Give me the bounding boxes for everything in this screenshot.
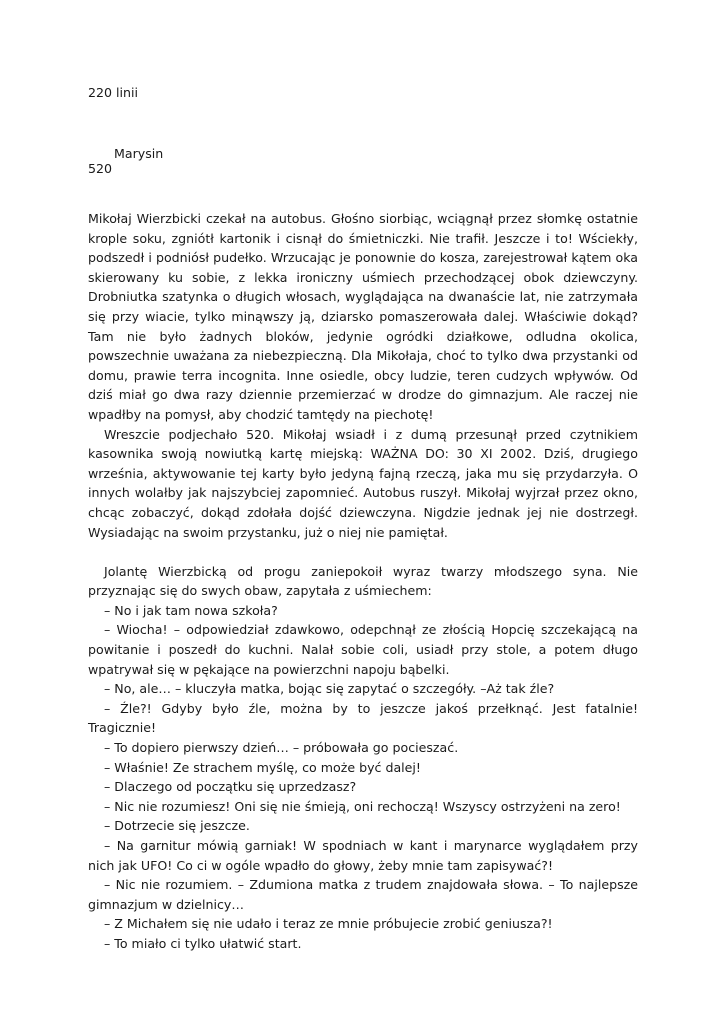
story-text (88, 209, 638, 954)
dialogue-line: – Nic nie rozumiesz! Oni się nie śmieją, oni rechoczą! Wszyscy ostrzyżeni na zero! (104, 798, 621, 814)
dialogue-line: – Właśnie! Ze strachem myślę, co może być dalej! (104, 759, 421, 775)
dialogue-line: – No i jak tam nowa szkoła? (104, 602, 278, 618)
dialogue-line: – Dlaczego od początku się uprzedzasz? (104, 779, 357, 795)
dialogue-line: – Z Michałem się nie udało i teraz ze mnie próbujecie zrobić geniusza?! (104, 916, 553, 932)
route-count-heading: 220 linii (88, 85, 139, 100)
paragraph: Wreszcie podjechało 520. Mikołaj wsiadł i z dumą przesunął przed czytnikiem kasownika swoją nowiutką kartę miejską: WAŻNA DO: 30 XI 2002. Dziś, drugiego września, aktywowanie tej karty było jedyną fajną rzeczą, jaka mu się przydarzyła. O innych wolałby jak najszybciej zapomnieć. Autobus ruszył. Mikołaj wyjrzał przez okno, chcąc zobaczyć, dokąd zdołała dojść dziewczyna. Nigdzie jednak jej nie dostrzegł. Wysiadając na swoim przystanku, już o niej nie pamiętał. (88, 426, 638, 540)
route-name: Marysin (114, 146, 164, 161)
paragraph: Mikołaj Wierzbicki czekał na autobus. Głośno siorbiąc, wciągnął przez słomkę ostatnie krople soku, zgniótł kartonik i cisnął do śmietniczki. Nie trafił. Jeszcze i to! Wściekły, podszedł i podniósł pudełko. Wrzucając je ponownie do kosza, zarejestrował kątem oka skierowany ku sobie, z lekka ironiczny uśmiech przechodzącej obok dziewczyny. Drobniutka szatynka o długich włosach, wyglądająca na dwanaście lat, nie zatrzymała się przy wiacie, tylko minąwszy ją, dziarsko pomaszerowała dalej. Właściwie dokąd? Tam nie było żadnych bloków, jedynie ogródki działkowe, odludna okolica, powszechnie uważana za niebezpieczną. Dla Mikołaja, choć to tylko dwa przystanki od domu, prawie terra incognita. Inne osiedle, obcy ludzie, teren cudzych wpływów. Od dziś miał go dwa razy dziennie przemierzać w drodze do gimnazjum. Ale raczej nie wpadłby na pomysł, aby chodzić tamtędy na piechotę! (88, 211, 638, 422)
dialogue-line: – Na garnitur mówią garniak! W spodniach w kant i marynarce wyglądałem przy nich jak UFO! Co ci w ogóle wpadło do głowy, żeby mnie tam zapisywać?! (88, 838, 638, 873)
dialogue-line: – Wiocha! – odpowiedział zdawkowo, odepchnął ze złością Hopcię szczekającą na powitanie i poszedł do kuchni. Nalał sobie coli, usiadł przy stole, a potem długo wpatrywał się w pękające na powierzchni napoju bąbelki. (88, 622, 638, 677)
dialogue-line: – No, ale… – kluczyła matka, bojąc się zapytać o szczegóły. –Aż tak źle? (104, 681, 555, 697)
dialogue-line: – Dotrzecie się jeszcze. (104, 818, 250, 834)
dialogue-line: – Nic nie rozumiem. – Zdumiona matka z trudem znajdowała słowa. – To najlepsze gimnazjum w dzielnicy… (88, 877, 638, 912)
dialogue-line: – To dopiero pierwszy dzień… – próbowała go pocieszać. (104, 740, 459, 756)
paragraph: Jolantę Wierzbicką od progu zaniepokoił wyraz twarzy młodszego syna. Nie przyznając się do swych obaw, zapytała z uśmiechem: (88, 563, 638, 599)
dialogue-line: – Źle?! Gdyby było źle, można by to jeszcze jakoś przełknąć. Jest fatalnie! Tragicznie! (88, 700, 638, 736)
route-number: 520 (88, 161, 113, 176)
dialogue-line: – To miało ci tylko ułatwić start. (104, 935, 302, 951)
